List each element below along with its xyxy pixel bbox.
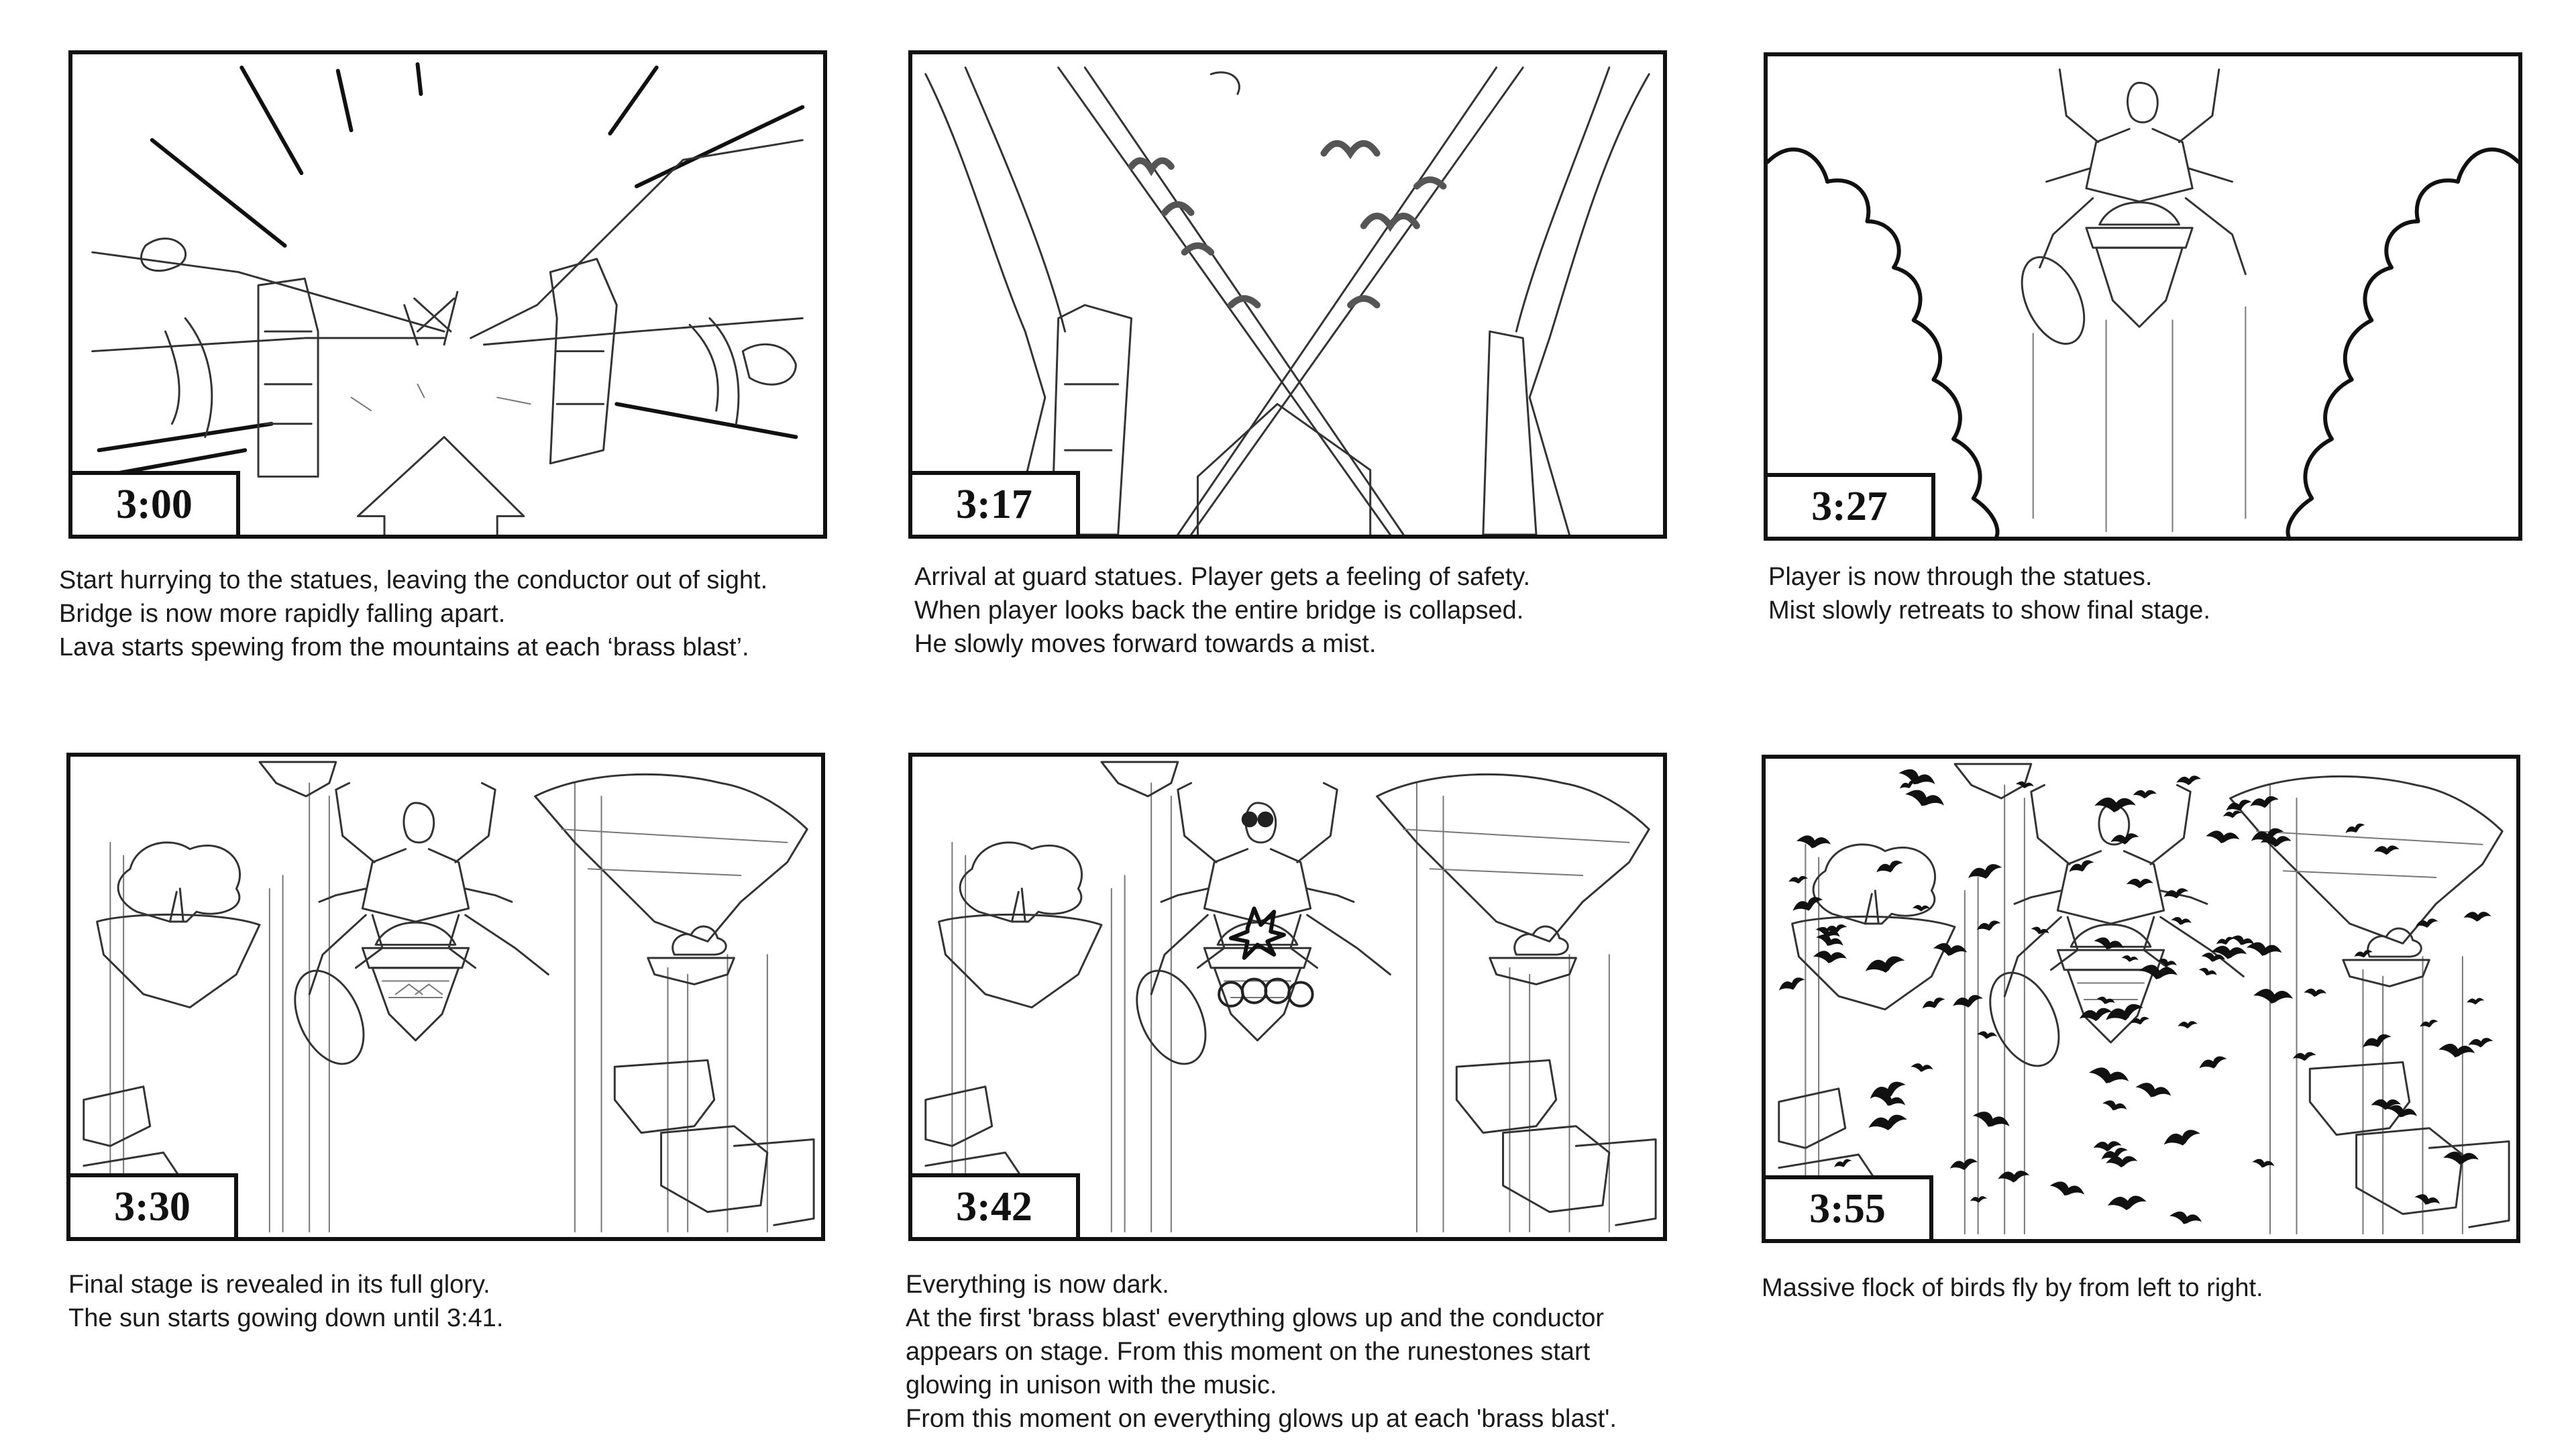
bird-icon: [2419, 1018, 2439, 1029]
caption-line: He slowly moves forward towards a mist.: [914, 630, 1377, 658]
bird-icon: [2133, 790, 2157, 799]
caption-line: At the first 'brass blast' everything glows up and the conductor: [906, 1304, 1605, 1332]
bird-icon: [2467, 998, 2485, 1005]
bird-icon: [2198, 966, 2218, 979]
bird-icon: [2169, 1210, 2203, 1228]
panel-caption: [914, 560, 1530, 661]
bird-icon: [1864, 954, 1907, 977]
bird-icon: [1921, 996, 1947, 1012]
bird-icon: [2088, 1065, 2131, 1089]
bird-icon: [2438, 1042, 2476, 1060]
storyboard-frame-2: [908, 50, 1667, 539]
bird-icon: [1951, 994, 1984, 1010]
sketch-bridge-run: [72, 54, 823, 535]
storyboard-frame-5: [908, 753, 1667, 1241]
bird-icon: [2467, 1037, 2493, 1049]
sketch-final-stage: [70, 757, 821, 1237]
sketch-dark-stage-conductor: [912, 757, 1663, 1237]
bird-icon: [2463, 912, 2491, 922]
bird-flock: [1777, 765, 2493, 1228]
panel-caption: [1768, 560, 2210, 627]
bird-icon: [1910, 1062, 1933, 1073]
bird-icon: [2222, 810, 2242, 819]
timestamp-label: 3:17: [912, 471, 1080, 535]
bird-icon: [2130, 1016, 2150, 1026]
caption-line: Player is now through the statues.: [1768, 563, 2153, 591]
bird-icon: [2121, 955, 2139, 963]
storyboard-frame-1: [68, 50, 827, 539]
bird-icon: [2176, 775, 2202, 786]
panel-caption: [1762, 1271, 2263, 1305]
storyboard-frame-3: [1764, 52, 2522, 541]
bird-icon: [1813, 950, 1847, 965]
caption-line: When player looks back the entire bridge is collapsed.: [914, 596, 1524, 625]
bird-icon: [1777, 975, 1807, 994]
bird-icon: [2414, 1192, 2441, 1209]
bird-icon: [2094, 797, 2136, 813]
bird-icon: [1833, 1158, 1853, 1170]
bird-icon: [2178, 1020, 2198, 1029]
bird-icon: [1875, 859, 1904, 876]
caption-line: Massive flock of birds fly by from left to right.: [1762, 1274, 2263, 1302]
bird-icon: [2415, 918, 2439, 930]
bird-icon: [2096, 996, 2115, 1007]
caption-line: glowing in unison with the music.: [906, 1371, 1277, 1399]
sketch-bird-flock: [1766, 759, 2516, 1239]
bird-icon: [2102, 1098, 2129, 1114]
panel-caption: [59, 564, 767, 664]
bird-icon: [2163, 887, 2190, 900]
bird-icon: [2048, 1179, 2086, 1201]
bird-icon: [2304, 988, 2327, 998]
bird-icon: [2068, 858, 2096, 875]
caption-line: Bridge is now more rapidly falling apart.: [59, 600, 506, 628]
timestamp-label: 3:27: [1768, 473, 1935, 537]
timestamp-label: 3:00: [72, 471, 240, 535]
bird-icon: [2127, 879, 2153, 888]
caption-line: From this moment on everything glows up at each 'brass blast'.: [906, 1405, 1617, 1433]
storyboard-frame-6: [1762, 755, 2520, 1243]
bird-icon: [1903, 786, 1946, 813]
bird-icon: [1796, 834, 1832, 851]
bird-icon: [2205, 829, 2240, 846]
caption-line: Mist slowly retreats to show final stage.: [1768, 596, 2210, 625]
caption-line: appears on stage. From this moment on the runestones start: [906, 1338, 1591, 1366]
bird-icon: [2134, 1080, 2173, 1103]
bird-icon: [2251, 1157, 2275, 1170]
bird-icon: [2361, 1032, 2393, 1051]
bird-icon: [2162, 1128, 2202, 1150]
bird-icon: [2353, 949, 2373, 959]
bird-icon: [1971, 1108, 2011, 1133]
storyboard-frame-4: [66, 753, 825, 1241]
bird-icon: [2344, 822, 2366, 836]
caption-line: Lava starts spewing from the mountains at each ‘brass blast’.: [59, 633, 749, 661]
bird-icon: [2078, 1007, 2113, 1024]
bird-icon: [1867, 1113, 1908, 1133]
bird-icon: [1966, 862, 2004, 883]
bird-icon: [2198, 1055, 2229, 1073]
caption-line: Arrival at guard statues. Player gets a feeling of safety.: [914, 563, 1531, 591]
panel-caption: [906, 1268, 1617, 1436]
bird-icon: [1933, 941, 1968, 959]
caption-line: The sun starts gowing down until 3:41.: [68, 1304, 504, 1332]
bird-icon: [2249, 795, 2280, 810]
timestamp-label: 3:42: [912, 1173, 1080, 1237]
bird-icon: [1949, 1157, 1978, 1173]
timestamp-label: 3:55: [1766, 1175, 1933, 1239]
caption-line: Everything is now dark.: [906, 1271, 1169, 1299]
panel-caption: [68, 1268, 504, 1335]
bird-icon: [2373, 845, 2400, 856]
caption-line: Final stage is revealed in its full glory.: [68, 1271, 490, 1299]
bird-icon: [2253, 987, 2294, 1006]
bird-icon: [2107, 1195, 2147, 1212]
timestamp-label: 3:30: [70, 1173, 238, 1237]
caption-line: Start hurrying to the statues, leaving the conductor out of sight.: [59, 566, 768, 594]
bird-icon: [1976, 1030, 1997, 1040]
bird-icon: [1976, 919, 2002, 933]
sketch-mist-statue: [1768, 56, 2518, 537]
sketch-guard-statues: [912, 54, 1663, 535]
